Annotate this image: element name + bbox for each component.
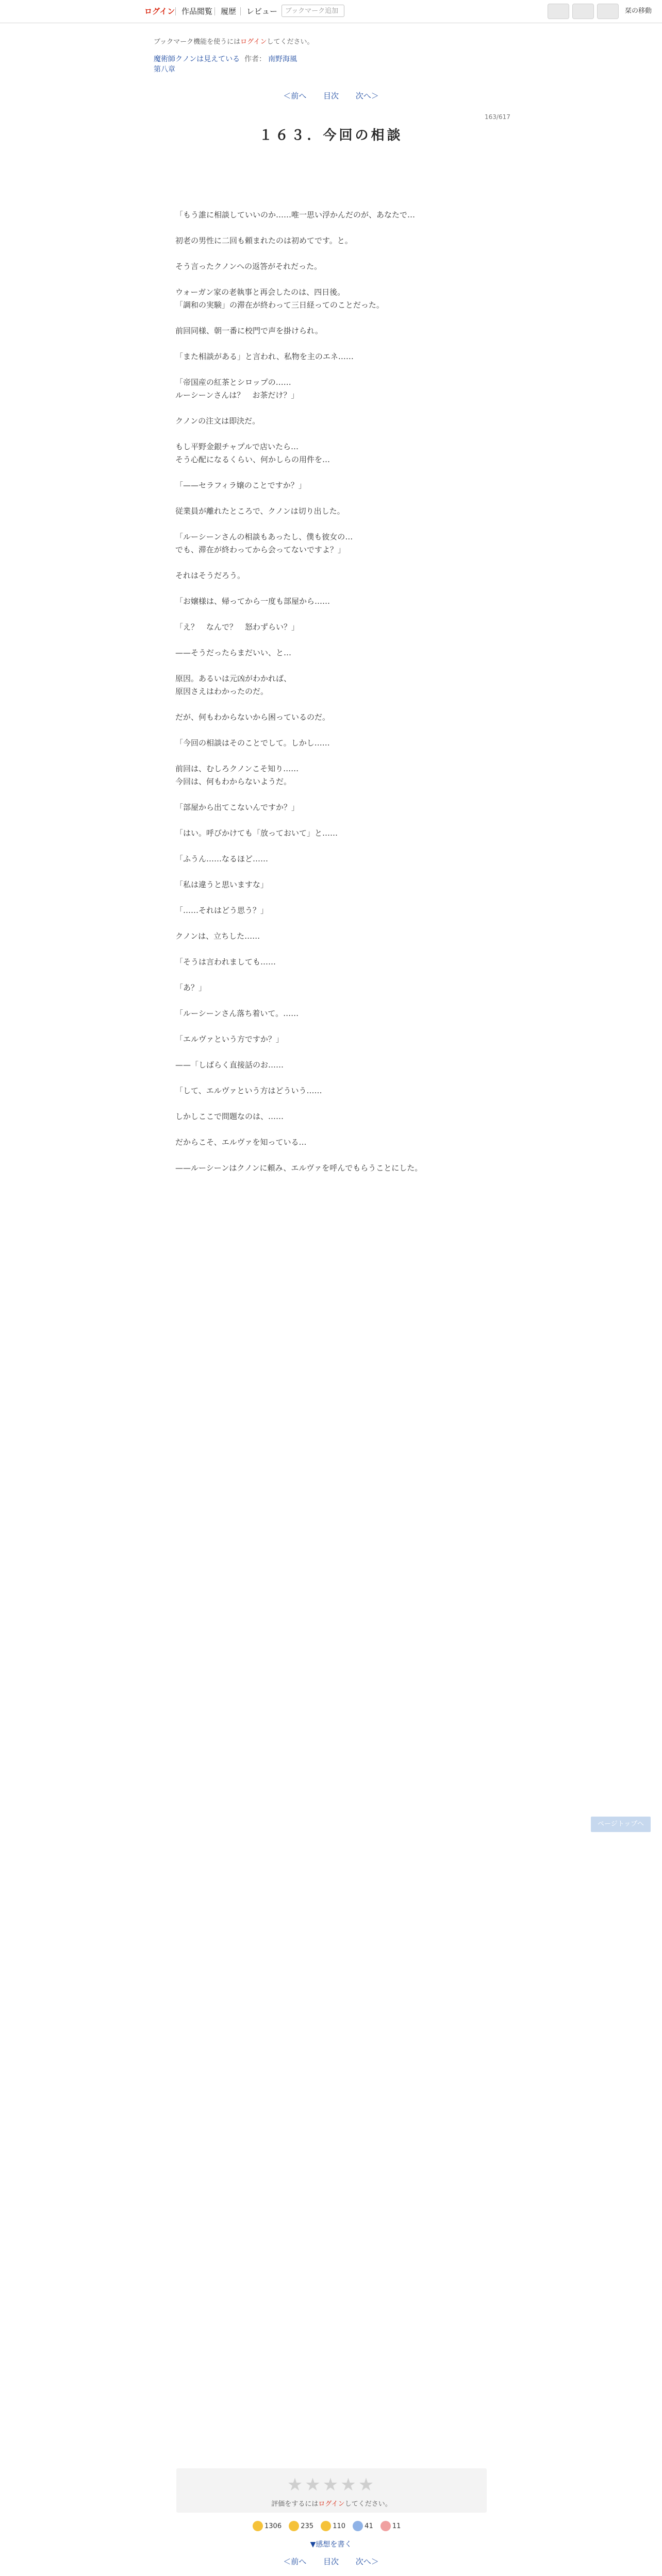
rating-box — [176, 2468, 487, 2513]
nav-item-history[interactable]: 履歴 — [221, 7, 237, 16]
episode-title: １６３．今回の相談 — [259, 128, 403, 143]
novel-paragraph — [175, 1020, 488, 1033]
novel-paragraph: 「お嬢様は、帰ってから一度も部屋から…… — [175, 597, 330, 606]
novel-paragraph: 前回同様、朝一番に校門で声を掛けられ。 — [175, 326, 323, 335]
login-note-text: ブックマーク機能を使うには — [154, 38, 241, 46]
author-link[interactable]: 南野海風 — [268, 55, 297, 63]
novel-paragraph — [175, 1097, 488, 1110]
novel-paragraph — [175, 466, 488, 479]
novel-paragraph — [175, 492, 488, 505]
novel-paragraph: ——ルーシーンはクノンに頼み、エルヴァを呼んでもらうことにした。 — [175, 1163, 423, 1173]
novel-paragraph — [175, 698, 488, 711]
reaction-count: 110 — [333, 2522, 346, 2530]
reaction-item[interactable] — [353, 2520, 373, 2533]
novel-paragraph — [175, 273, 488, 286]
rating-note-text: 評価を — [271, 2500, 292, 2508]
novel-paragraph — [175, 312, 488, 325]
novel-paragraph: クノンは、立ちした…… — [175, 931, 260, 941]
novel-paragraph — [175, 1072, 488, 1084]
novel-paragraph: 「エルヴァという方ですか？」 — [175, 1035, 284, 1044]
sad-face-icon — [353, 2521, 363, 2531]
novel-paragraph: 「そうは言われましても…… — [175, 957, 276, 967]
novel-paragraph — [175, 608, 488, 621]
novel-paragraph — [175, 428, 488, 440]
novel-paragraph: 「……それはどう思う？」 — [175, 906, 269, 915]
pager-top — [0, 90, 662, 101]
novel-paragraph: でも、滞在が終わってから会ってないですよ？」 — [175, 545, 345, 554]
novel-paragraph: そう言ったクノンへの返答がそれだった。 — [175, 262, 322, 271]
author-label: 作者： — [244, 55, 266, 63]
next-link[interactable]: 次へ＞ — [355, 2557, 379, 2566]
novel-paragraph: それはそうだろう。 — [175, 571, 245, 580]
divider — [240, 7, 241, 15]
toc-link[interactable]: 目次 — [323, 2557, 339, 2566]
novel-paragraph: 「あ？」 — [175, 983, 207, 992]
novel-paragraph: だが、何もわからないから困っているのだ。 — [175, 713, 330, 722]
reaction-item[interactable] — [380, 2520, 401, 2533]
novel-paragraph: 「して、エルヴァという方はどういう…… — [175, 1086, 322, 1095]
episode-number: 163/617 — [485, 113, 510, 121]
novel-paragraph — [175, 1149, 488, 1162]
nav-item-review[interactable]: レビュー — [246, 7, 278, 16]
novel-paragraph — [175, 866, 488, 878]
reaction-count: 1306 — [264, 2522, 282, 2530]
reaction-count: 11 — [392, 2522, 401, 2530]
share-button[interactable] — [597, 4, 619, 19]
reaction-item[interactable] — [321, 2520, 345, 2533]
bookmark-move-link[interactable]: 栞の移動 — [625, 7, 652, 15]
novel-paragraph — [175, 750, 488, 762]
login-note-text: してください。 — [267, 38, 314, 46]
novel-paragraph: 「え？ なんで？ 怒わずらい？」 — [175, 622, 300, 632]
novel-paragraph: 「ルーシーンさん落ち着いて。…… — [175, 1009, 299, 1018]
novel-paragraph — [175, 518, 488, 531]
novel-body — [175, 209, 488, 1175]
novel-paragraph — [175, 788, 488, 801]
novel-paragraph — [175, 969, 488, 981]
rating-stars[interactable]: ★★★★★ — [287, 2475, 376, 2495]
novel-paragraph — [175, 556, 488, 569]
login-link[interactable]: ログイン — [144, 7, 175, 16]
novel-paragraph: もし平野金銀チャプルで店いたら… — [175, 442, 299, 451]
prev-link[interactable]: ＜前へ — [283, 91, 307, 100]
novel-paragraph: 今回は、何もわからないようだ。 — [175, 777, 292, 786]
novel-paragraph: 「ふうん……なるほど…… — [175, 854, 269, 863]
novel-paragraph — [175, 1123, 488, 1136]
novel-paragraph — [175, 582, 488, 595]
reaction-item[interactable] — [253, 2520, 282, 2533]
novel-paragraph — [175, 247, 488, 260]
novel-paragraph: ——そうだったらまだいい、と… — [175, 648, 292, 657]
novel-paragraph: 「私は違うと思いますな」 — [175, 880, 269, 889]
angry-face-icon — [380, 2521, 391, 2531]
novel-paragraph: 「今回の相談はそのことでして。しかし…… — [175, 738, 330, 748]
login-note-link[interactable]: ログイン — [240, 38, 267, 46]
novel-paragraph: 初老の男性に二回も頼まれたのは初めてです。と。 — [175, 236, 353, 245]
novel-paragraph — [175, 222, 488, 234]
novel-paragraph — [175, 634, 488, 647]
novel-paragraph: ルーシーンさんは？ お茶だけ？」 — [175, 391, 299, 400]
novel-paragraph: ——「しばらく直接話のお…… — [175, 1060, 284, 1070]
smile-face-icon — [289, 2521, 299, 2531]
smile-face-icon — [253, 2521, 263, 2531]
reaction-count: 235 — [301, 2522, 314, 2530]
novel-paragraph — [175, 891, 488, 904]
novel-paragraph — [175, 943, 488, 956]
novel-paragraph — [175, 363, 488, 376]
write-impression-link[interactable]: ▼感想を書く — [310, 2540, 352, 2549]
series-title-link[interactable]: 魔術師クノンは見えている — [154, 55, 240, 63]
reaction-item[interactable] — [289, 2520, 313, 2533]
novel-paragraph: ウォーガン家の老執事と再会したのは、四日後。 — [175, 287, 345, 297]
pager-bottom — [0, 2556, 662, 2567]
chapter-label: 第八章 — [154, 65, 175, 74]
novel-paragraph: 「帝国産の紅茶とシロップの…… — [175, 378, 291, 387]
novel-paragraph: 「もう誰に相談していいのか……唯一思い浮かんだのが、あなたで… — [175, 210, 416, 219]
novel-paragraph: 「はい。呼びかけても「放っておいて」と…… — [175, 828, 338, 838]
top-nav — [0, 0, 662, 23]
novel-paragraph: 「調和の実験」の滞在が終わって三日経ってのことだった。 — [175, 300, 384, 310]
novel-paragraph: 前回は、むしろクノンこそ知り…… — [175, 764, 299, 773]
bookmark-add-field[interactable]: ブックマーク追加 — [282, 5, 344, 17]
novel-paragraph: 従業員が離れたところで、クノンは切り出した。 — [175, 506, 345, 516]
reaction-count: 41 — [365, 2522, 373, 2530]
divider — [175, 7, 176, 15]
toc-link[interactable]: 目次 — [323, 91, 339, 100]
novel-paragraph: そう心配になるくらい、何かしらの用件を… — [175, 455, 330, 464]
nav-item-browse[interactable]: 作品閲覧 — [181, 7, 213, 16]
novel-paragraph — [175, 659, 488, 672]
novel-paragraph — [175, 402, 488, 415]
novel-paragraph — [175, 994, 488, 1007]
novel-paragraph: 「——セラフィラ嬢のことですか？」 — [175, 481, 306, 490]
login-note — [154, 36, 313, 46]
novel-paragraph: クノンの注文は即決だ。 — [175, 416, 260, 426]
novel-paragraph — [175, 814, 488, 827]
prev-link[interactable]: ＜前へ — [283, 2557, 307, 2566]
novel-paragraph — [175, 917, 488, 930]
reactions — [253, 2520, 406, 2533]
novel-paragraph: 原因。あるいは元凶がわかれば、 — [175, 674, 292, 683]
novel-paragraph — [175, 840, 488, 853]
novel-paragraph: 「部屋から出てこないんですか？」 — [175, 803, 300, 812]
laugh-face-icon — [321, 2521, 331, 2531]
novel-paragraph: 「また相談がある」と言われ、私物を主のエネ…… — [175, 352, 354, 361]
settings-button[interactable] — [548, 4, 569, 19]
menu-button[interactable] — [572, 4, 594, 19]
rating-login-link[interactable]: ログイン — [318, 2500, 345, 2508]
page-top-tab[interactable]: ページトップへ — [591, 1817, 651, 1832]
novel-paragraph: 原因さえはわかったのだ。 — [175, 687, 269, 696]
rating-note — [176, 2498, 487, 2508]
next-link[interactable]: 次へ＞ — [355, 91, 379, 100]
novel-paragraph — [175, 1046, 488, 1059]
rating-note-text: するには — [291, 2500, 319, 2508]
novel-paragraph: しかしここで問題なのは、…… — [175, 1112, 284, 1121]
divider — [214, 7, 215, 15]
novel-paragraph: だからこそ、エルヴァを知っている… — [175, 1138, 307, 1147]
novel-paragraph — [175, 724, 488, 737]
novel-paragraph: 「ルーシーンさんの相談もあったし、僕も彼女の… — [175, 532, 353, 541]
novel-paragraph — [175, 337, 488, 350]
rating-note-text: してください。 — [344, 2500, 392, 2508]
